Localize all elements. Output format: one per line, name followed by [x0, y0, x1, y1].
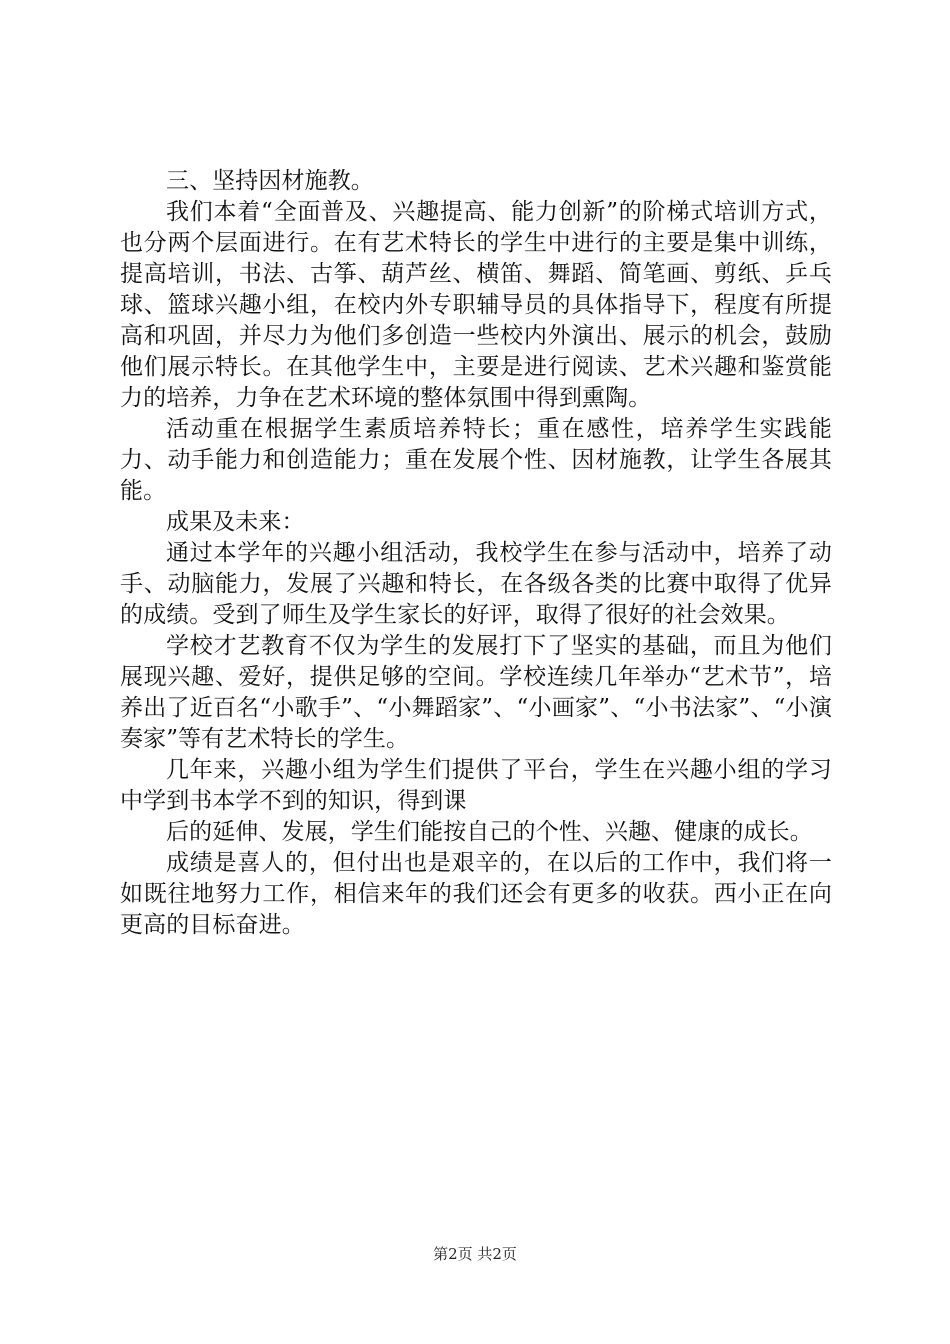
paragraph-results: 通过本学年的兴趣小组活动，我校学生在参与活动中，培养了动手、动脑能力，发展了兴趣和特长，在各级各类的比赛中取得了优异的成绩。受到了师生及学生家长的好评，取得了很好的社会效果。 [120, 540, 832, 628]
paragraph-growth: 后的延伸、发展，学生们能按自己的个性、兴趣、健康的成长。 [166, 819, 813, 845]
paragraph-activity-focus: 活动重在根据学生素质培养特长；重在感性，培养学生实践能力、动手能力和创造能力；重在发展个性、因材施教，让学生各展其能。 [120, 416, 832, 504]
section-heading: 三、坚持因材施教。 [166, 168, 374, 194]
paragraph-platform: 几年来，兴趣小组为学生们提供了平台，学生在兴趣小组的学习中学到书本学不到的知识，得到课 [120, 757, 832, 814]
page-number-footer: 第2页 共2页 [433, 1245, 517, 1263]
paragraph-conclusion: 成绩是喜人的，但付出也是艰辛的，在以后的工作中，我们将一如既往地努力工作，相信来年的我们还会有更多的收获。西小正在向更高的目标奋进。 [120, 850, 832, 938]
paragraph-art-education: 学校才艺教育不仅为学生的发展打下了坚实的基础，而且为他们展现兴趣、爱好，提供足够的空间。学校连续几年举办“艺术节”，培养出了近百名“小歌手”、“小舞蹈家”、“小画家”、“小书法家”、“小演奏家”等有艺术特长的学生。 [120, 633, 832, 752]
paragraph-training-method: 我们本着“全面普及、兴趣提高、能力创新”的阶梯式培训方式，也分两个层面进行。在有艺术特长的学生中进行的主要是集中训练，提高培训，书法、古筝、葫芦丝、横笛、舞蹈、简笔画、剪纸、乒乓球、篮球兴趣小组，在校内外专职辅导员的具体指导下，程度有所提高和巩固，并尽力为他们多创造一些校内外演出、展示的机会，鼓励他们展示特长。在其他学生中，主要是进行阅读、艺术兴趣和鉴赏能力的培养，力争在艺术环境的整体氛围中得到熏陶。 [120, 199, 832, 411]
document-body [120, 166, 832, 941]
subheading-results: 成果及未来： [166, 509, 305, 535]
